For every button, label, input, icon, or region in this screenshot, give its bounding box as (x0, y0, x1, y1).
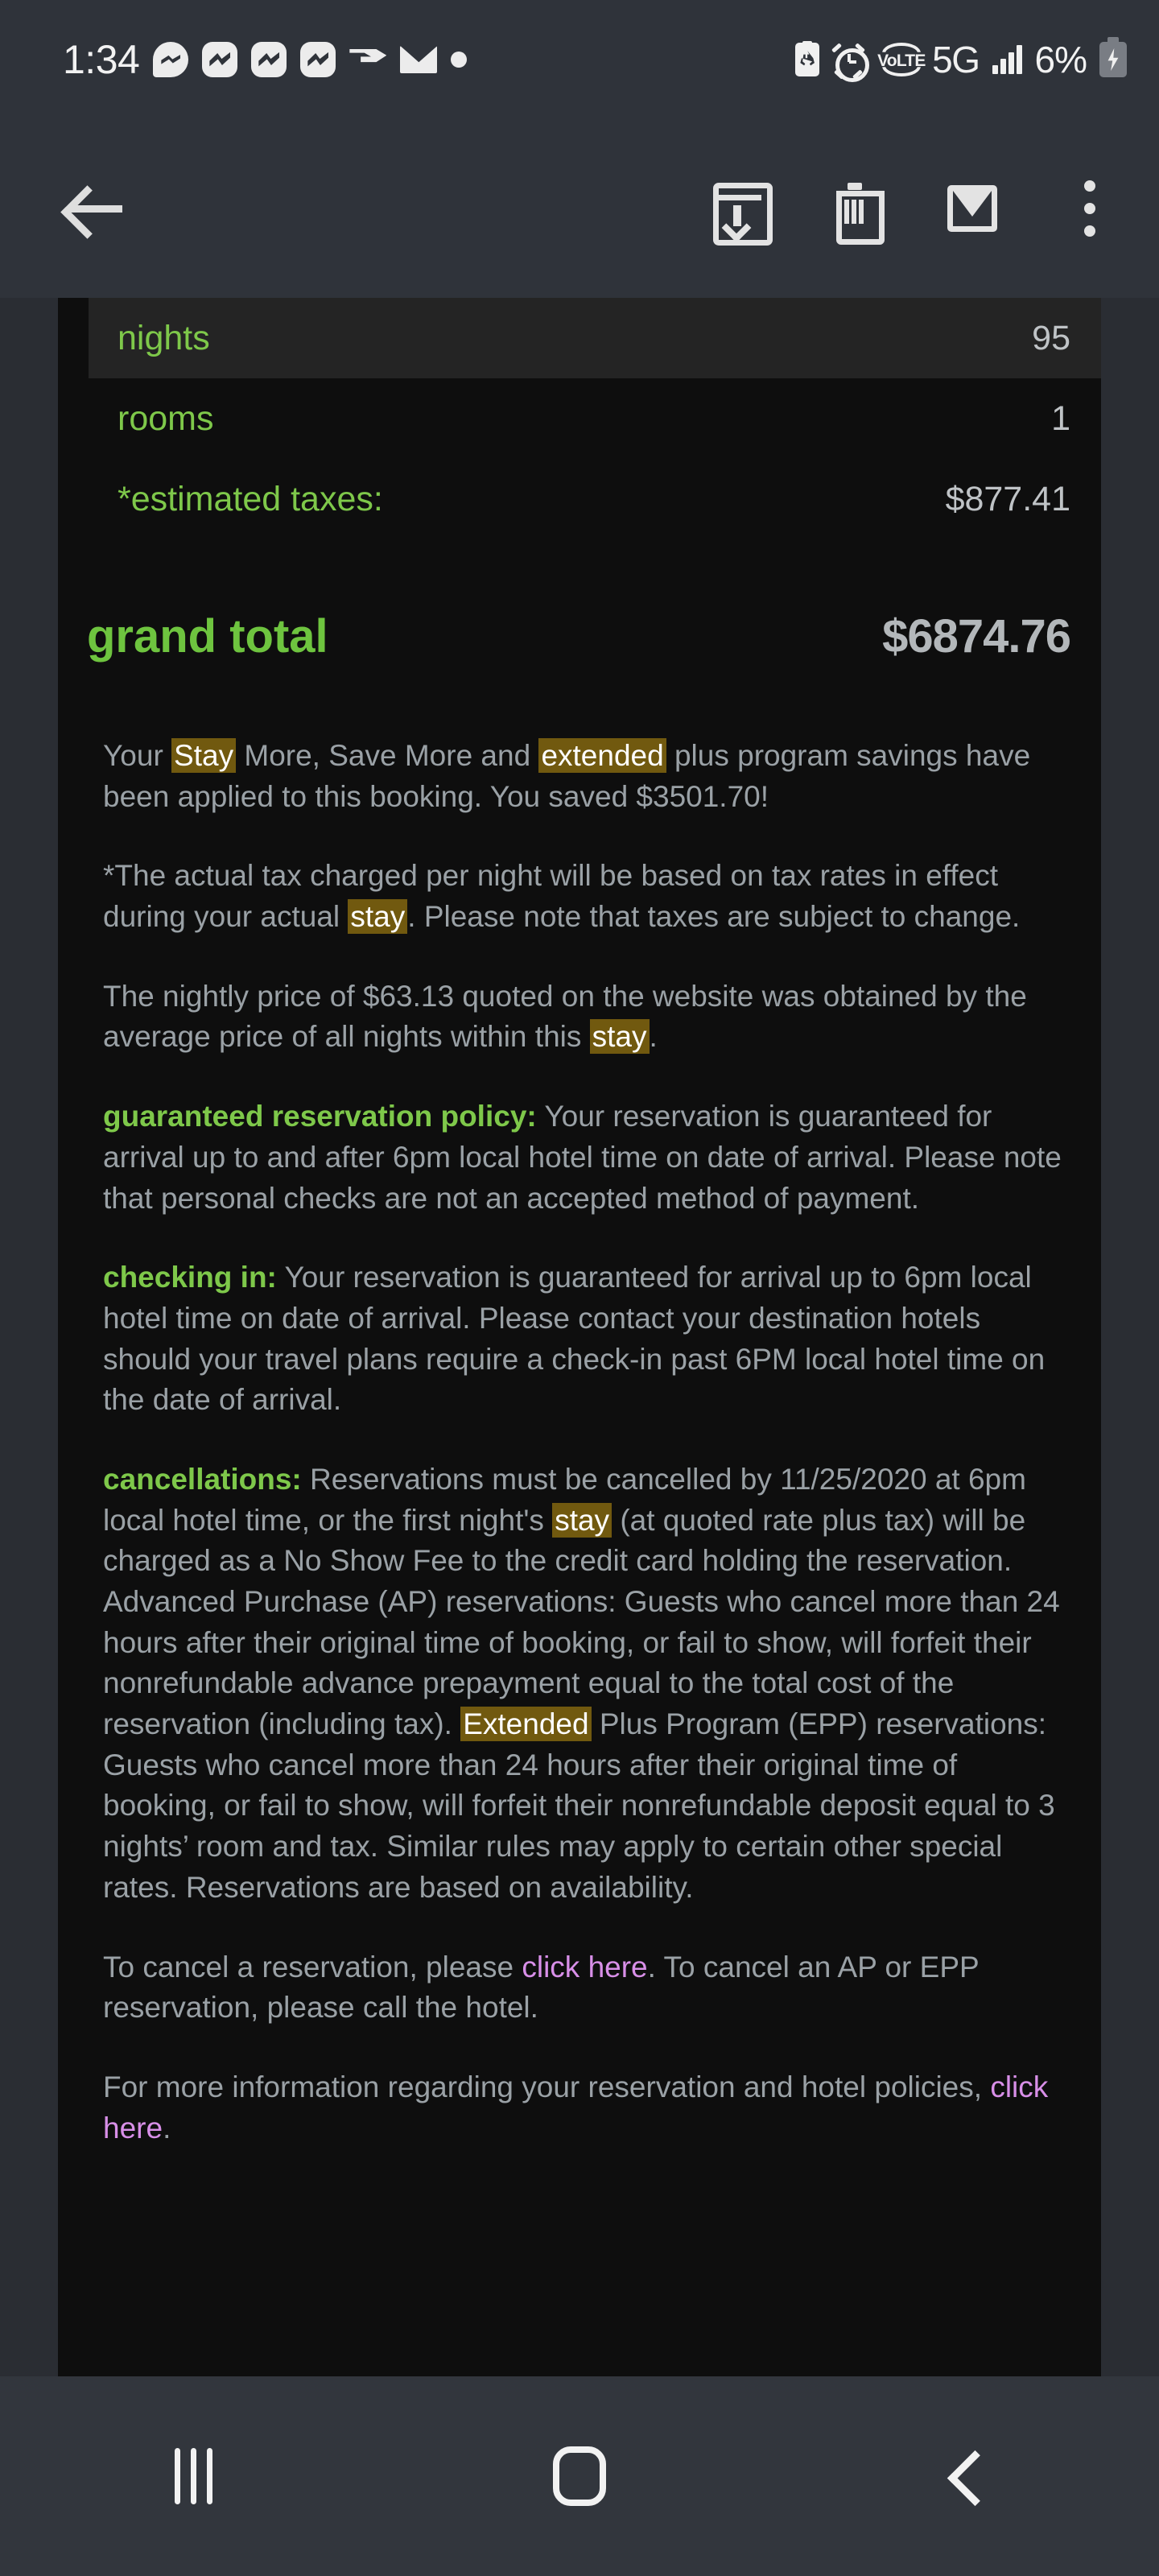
table-row (89, 298, 1101, 378)
app-toolbar (0, 119, 1159, 298)
highlight-stay: stay (590, 1019, 650, 1054)
messenger-bubble-icon (153, 42, 188, 77)
home-button[interactable] (499, 2396, 660, 2557)
battery-saver-icon (795, 43, 819, 76)
highlight-extended: Extended (460, 1707, 591, 1741)
doordash-icon (349, 49, 386, 70)
mail-icon (947, 185, 997, 232)
network-5g-label: 5G (932, 39, 980, 80)
status-time: 1:34 (63, 37, 140, 82)
nightly-price-text-2: . (649, 1020, 658, 1054)
more-options-button[interactable] (1048, 167, 1132, 250)
checking-in-heading: checking in: (103, 1261, 277, 1294)
tax-note-text-2: . Please note that taxes are subject to change. (407, 900, 1021, 934)
mark-unread-button[interactable] (930, 167, 1014, 250)
messenger-icon (300, 42, 336, 77)
highlight-stay: Stay (171, 738, 236, 773)
battery-percent-label: 6% (1034, 39, 1087, 80)
email-body-pane[interactable] (58, 298, 1101, 2376)
messenger-icon (202, 42, 237, 77)
dot-icon (451, 52, 467, 68)
status-bar-right (795, 38, 1159, 81)
back-button[interactable] (35, 148, 156, 269)
battery-charging-icon (1099, 42, 1127, 77)
table-row (89, 378, 1101, 459)
nightly-price-text-1: The nightly price of $63.13 quoted on the website was obtained by the average price of all nights within this (103, 979, 1027, 1054)
archive-icon (713, 183, 761, 234)
messenger-icon (251, 42, 287, 77)
cancel-link-paragraph (103, 1947, 1066, 2029)
savings-text-2: More, Save More and (236, 739, 539, 772)
row-value: $877.41 (945, 479, 1070, 518)
savings-text-3: plus program savings have been applied to this booking. You saved $3501.70! (103, 739, 1031, 813)
volte-label: VoLTE (877, 52, 926, 70)
status-bar-left (0, 36, 467, 83)
cancel-link-text-2: . To cancel an AP or EPP reservation, please call the hotel. (103, 1950, 980, 2025)
guaranteed-policy-paragraph (103, 1096, 1066, 1219)
more-vertical-icon (1084, 180, 1095, 237)
savings-text-1: Your (103, 739, 172, 772)
checking-in-paragraph (103, 1257, 1066, 1421)
arrow-left-icon (68, 184, 124, 233)
home-icon (553, 2446, 606, 2506)
row-label: rooms (118, 398, 214, 438)
delete-button[interactable] (813, 167, 897, 250)
cancellations-text-1: Reservations must be cancelled by 11/25/2020 at 6pm local hotel time, or the first night's (103, 1462, 1026, 1537)
more-info-text-2: . (163, 2111, 171, 2145)
back-nav-button[interactable] (885, 2396, 1046, 2557)
system-navigation-bar (0, 2376, 1159, 2576)
guaranteed-policy-text: Your reservation is guaranteed for arrival up to and after 6pm local hotel time on date of arrival. Please note that personal checks are not an accepted method of payment. (103, 1100, 1062, 1215)
checking-in-text: Your reservation is guaranteed for arrival up to 6pm local hotel time on date of arrival. Please contact your destination hotels should your travel plans require a check-in past 6PM local hotel time on the date of arrival. (103, 1261, 1046, 1417)
cancellations-text-3: Plus Program (EPP) reservations: Guests who cancel more than 24 hours after their original time of booking, or fail to show, will forfeit their nonrefundable deposit equal to 3 nights’ room and tax. Similar rules may apply to certain other special rates. Reservations are based on availability. (103, 1707, 1055, 1904)
back-chevron-icon (949, 2450, 983, 2502)
tax-note-text-1: *The actual tax charged per night will be based on tax rates in effect during your actual (103, 859, 999, 934)
row-label: *estimated taxes: (118, 479, 383, 518)
more-info-text-1: For more information regarding your reservation and hotel policies, (103, 2070, 991, 2103)
alarm-icon (832, 43, 864, 76)
cancellations-paragraph (103, 1459, 1066, 1909)
trash-icon (836, 184, 873, 233)
toolbar-actions (695, 167, 1159, 250)
envelope-icon (400, 46, 437, 73)
reservation-summary-table (89, 298, 1101, 539)
tax-note-paragraph (103, 856, 1066, 937)
nightly-price-paragraph (103, 976, 1066, 1058)
grand-total-label: grand total (87, 609, 328, 663)
table-row (89, 459, 1101, 539)
cancellations-text-2: (at quoted rate plus tax) will be charged as a No Show Fee to the credit card holding the reservation. Advanced Purchase (AP) reservations: Guests who cancel more than 24 hours after their original time of booking, or fail to show, will forfeit their nonrefundable advance prepayment equal to the total cost of the reservation (including tax). (103, 1503, 1060, 1741)
cancel-reservation-link[interactable]: click here (522, 1950, 648, 1984)
highlight-extended: extended (538, 738, 666, 773)
email-content (58, 298, 1101, 2149)
signal-bars-icon (992, 45, 1022, 74)
recents-icon (175, 2448, 212, 2504)
volte-icon (877, 43, 926, 76)
row-label: nights (118, 318, 210, 357)
cancel-link-text-1: To cancel a reservation, please (103, 1950, 522, 1984)
cancellations-heading: cancellations: (103, 1462, 302, 1496)
grand-total-row (58, 588, 1101, 684)
row-value: 1 (1051, 398, 1070, 438)
grand-total-value: $6874.76 (882, 609, 1070, 663)
highlight-stay: stay (552, 1503, 612, 1538)
email-policy-text (58, 736, 1101, 2149)
hotel-policies-link[interactable]: click here (103, 2070, 1049, 2145)
archive-button[interactable] (695, 167, 779, 250)
highlight-stay: stay (348, 899, 407, 934)
guaranteed-policy-heading: guaranteed reservation policy: (103, 1100, 537, 1133)
recents-button[interactable] (113, 2396, 274, 2557)
more-info-paragraph (103, 2067, 1066, 2149)
status-bar (0, 0, 1159, 119)
row-value: 95 (1032, 318, 1070, 357)
savings-paragraph (103, 736, 1066, 817)
